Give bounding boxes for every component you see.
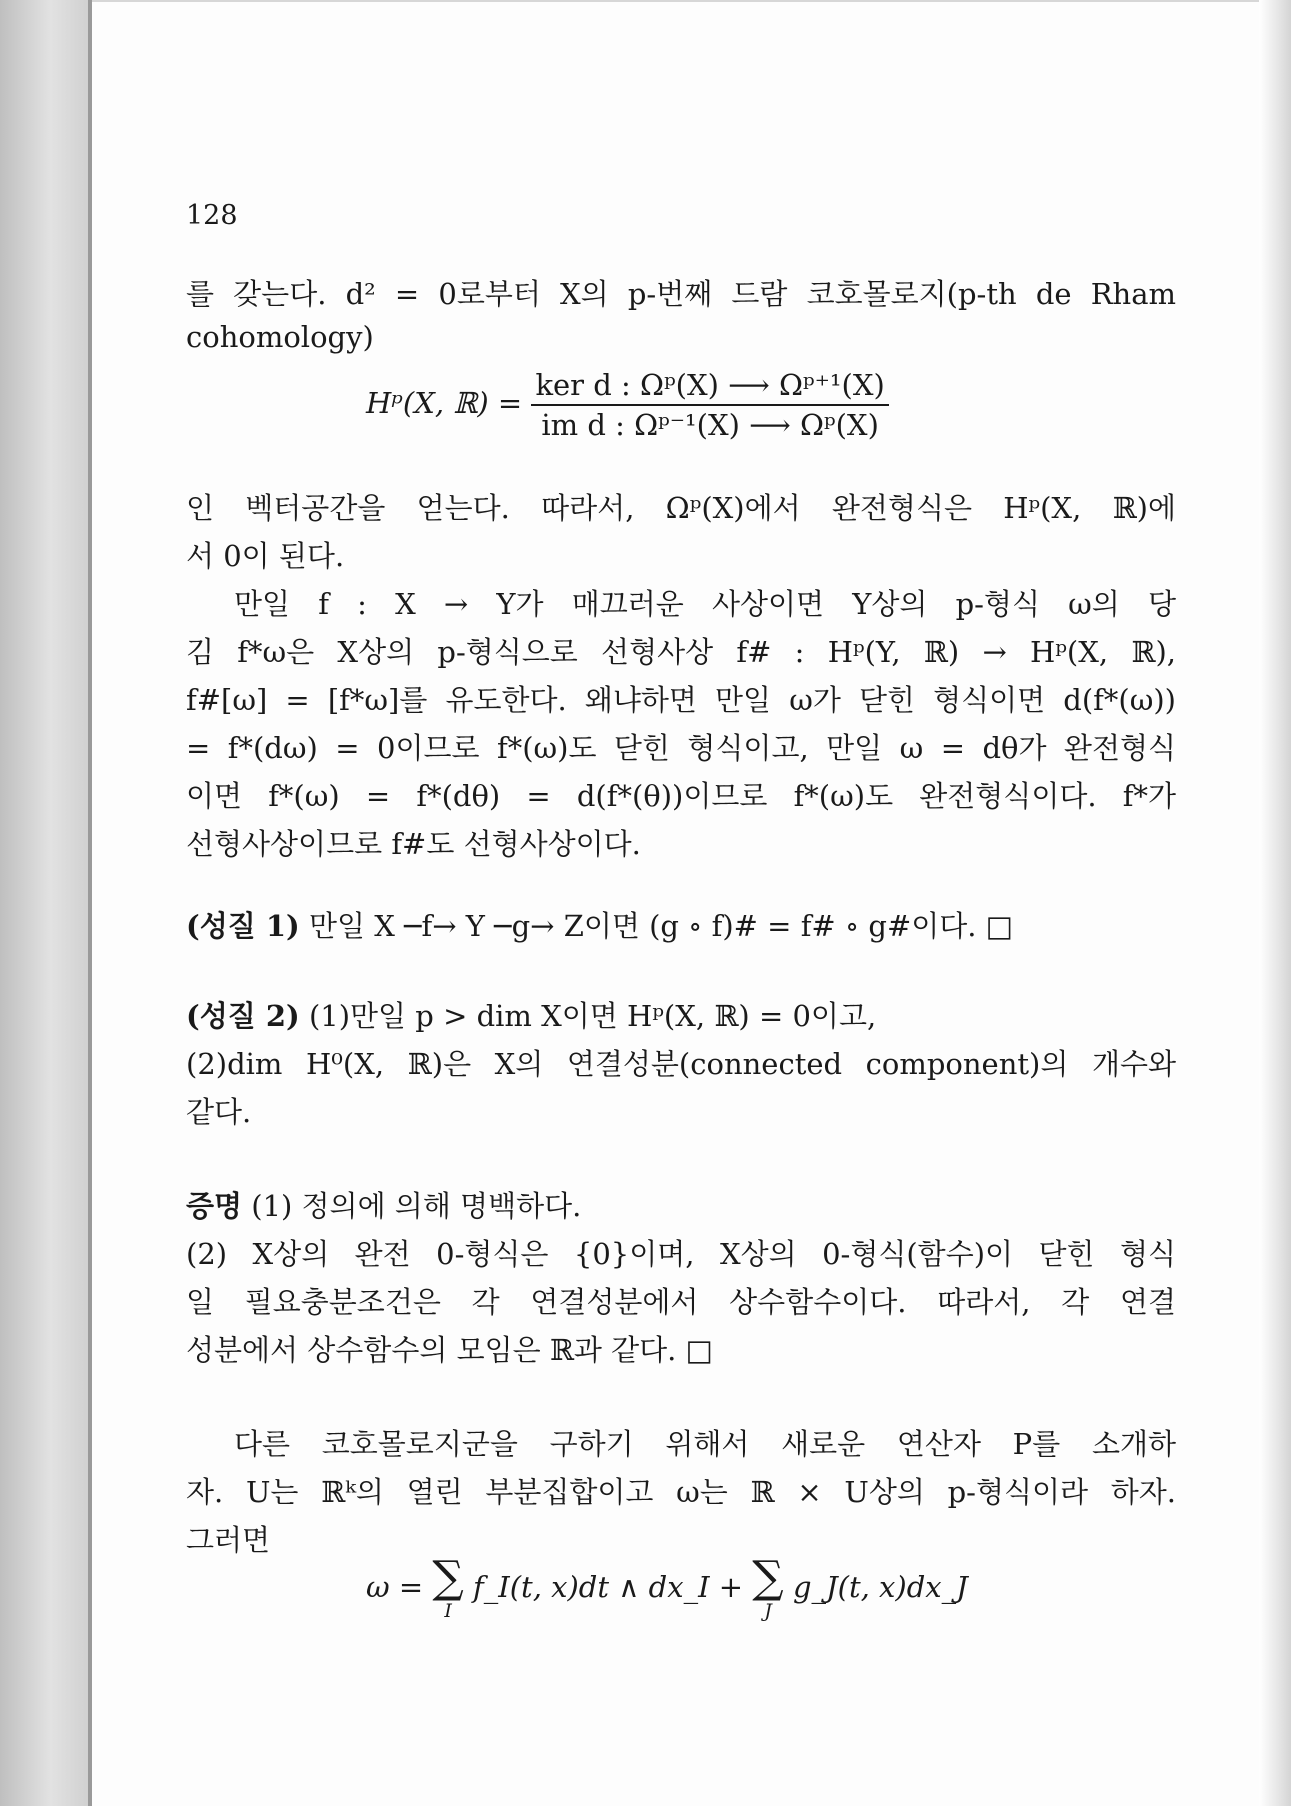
cohomology-formula (366, 368, 889, 442)
sum-symbol-1 (432, 1552, 464, 1622)
fraction-denominator: im d : Ωᵖ⁻¹(X) ⟶ Ωᵖ(X) (541, 408, 879, 442)
text-line-17: 일 필요충분조건은 각 연결성분에서 상수함수이다. 따라서, 각 연결 (186, 1285, 1176, 1319)
text-line-19: 다른 코호몰로지군을 구하기 위해서 새로운 연산자 P를 소개하 (234, 1427, 1176, 1461)
formula-lhs: Hᵖ(X, ℝ) = (366, 386, 523, 420)
text-line-8: = f*(dω) = 0이므로 f*(ω)도 닫힌 형식이고, 만일 ω = dθ가 완전형식 (186, 731, 1176, 765)
formula-fraction (531, 368, 888, 442)
text-line-16: (2) X상의 완전 0-형식은 {0}이며, X상의 0-형식(함수)이 닫힌 형식 (186, 1237, 1176, 1271)
text-line-7: f#[ω] = [f*ω]를 유도한다. 왜냐하면 만일 ω가 닫힌 형식이면 d(f*(ω)) (186, 683, 1176, 717)
text-line-18: 성분에서 상수함수의 모임은 ℝ과 같다. □ (186, 1333, 714, 1367)
page-number: 128 (186, 200, 238, 231)
text-line-9: 이면 f*(ω) = f*(dθ) = d(f*(θ))이므로 f*(ω)도 완전형식이다. f*가 (186, 779, 1176, 813)
property-1-label: (성질 1) (186, 909, 300, 943)
text-line-4: 서 0이 된다. (186, 539, 345, 573)
property-2-label: (성질 2) (186, 999, 300, 1033)
proof-label: 증명 (186, 1189, 243, 1223)
property-1-text: 만일 X ─f→ Y ─g→ Z이면 (g ∘ f)# = f# ∘ g#이다. □ (308, 909, 1014, 943)
sigma-2: ∑ (752, 1552, 784, 1603)
text-line-6: 김 f*ω은 X상의 p-형식으로 선형사상 f# : Hᵖ(Y, ℝ) → Hᵖ(X, ℝ), (186, 635, 1176, 669)
omega-term-1: f_I(t, x)dt ∧ dx_I + (473, 1570, 744, 1604)
property-2 (186, 994, 876, 1035)
proof-text-1: (1) 정의에 의해 명백하다. (251, 1189, 582, 1223)
sigma-1-index: I (444, 1600, 452, 1622)
property-2-text: (1)만일 p > dim X이면 Hᵖ(X, ℝ) = 0이고, (308, 999, 877, 1033)
text-line-5: 만일 f : X → Y가 매끄러운 사상이면 Y상의 p-형식 ω의 당 (234, 587, 1176, 621)
fraction-numerator: ker d : Ωᵖ(X) ⟶ Ωᵖ⁺¹(X) (531, 368, 888, 406)
text-line-10: 선형사상이므로 f#도 선형사상이다. (186, 827, 641, 861)
text-line-14: 같다. (186, 1095, 252, 1129)
text-line-20: 자. U는 ℝᵏ의 열린 부분집합이고 ω는 ℝ × U상의 p-형식이라 하자. (186, 1475, 1176, 1509)
omega-formula (366, 1552, 968, 1622)
text-line-2: cohomology) (186, 320, 374, 354)
sigma-1: ∑ (432, 1552, 464, 1603)
text-line-21: 그러면 (186, 1523, 271, 1557)
text-line-1: 를 갖는다. d² = 0로부터 X의 p-번째 드람 코호몰로지(p-th de Rham (186, 277, 1176, 311)
sum-symbol-2 (752, 1552, 784, 1622)
page-edge-shadow (1259, 0, 1291, 1806)
text-line-3: 인 벡터공간을 얻는다. 따라서, Ωᵖ(X)에서 완전형식은 Hᵖ(X, ℝ)에 (186, 491, 1176, 525)
sigma-2-index: J (764, 1600, 772, 1622)
property-1 (186, 904, 1013, 945)
omega-term-2: g_J(t, x)dx_J (792, 1570, 968, 1604)
text-line-13: (2)dim H⁰(X, ℝ)은 X의 연결성분(connected component)의 개수와 (186, 1047, 1176, 1081)
proof-line-1 (186, 1184, 581, 1225)
book-spine (0, 0, 92, 1806)
omega-lhs: ω = (366, 1570, 424, 1604)
